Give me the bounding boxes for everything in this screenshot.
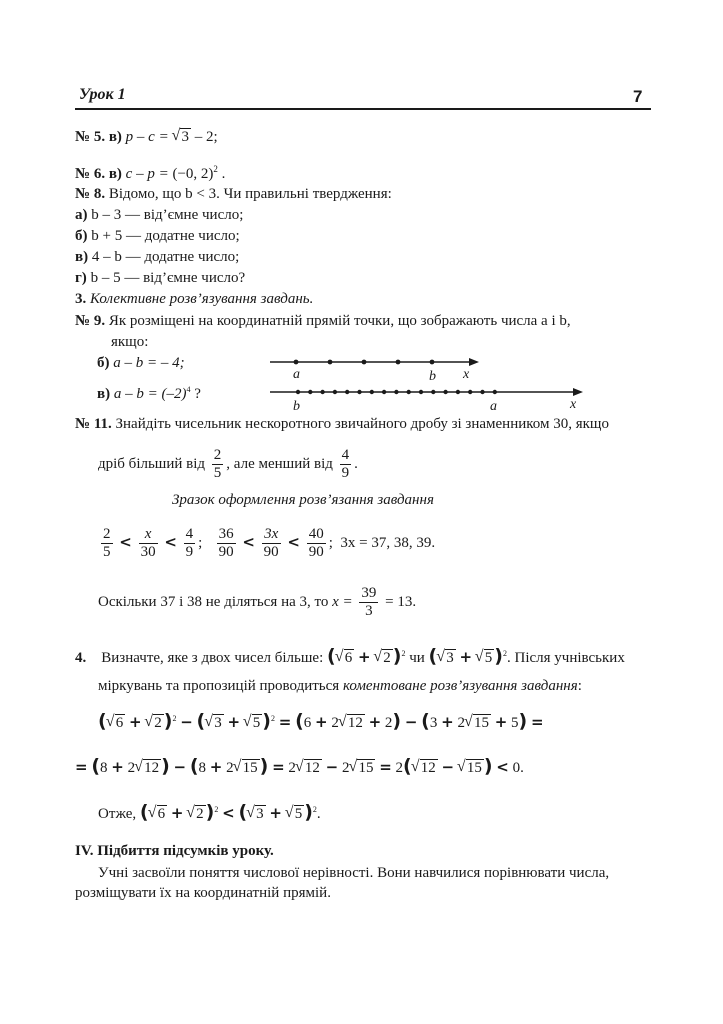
exercise-6-tail: . xyxy=(221,166,226,182)
case-label: в) xyxy=(97,386,111,402)
fraction-39-3: $\frac{39}{3}$ xyxy=(361,585,377,620)
page-number: 7 xyxy=(633,87,643,106)
section-3-title: Колективне розв’язування завдань. xyxy=(90,291,314,307)
section-4-line1: Учні засвоїли поняття числової нерівності. Вони навчилися порівнювати числа, xyxy=(98,865,610,881)
case-text: a – b = – 4; xyxy=(113,355,185,371)
exercise-8-number: № 8. xyxy=(75,186,106,202)
case-text: a – b = (–2) xyxy=(113,386,187,402)
exercise-11-number: № 11. xyxy=(75,416,112,432)
axis-x-label: x xyxy=(570,397,577,412)
exercise-5-number: № 5. в) xyxy=(75,129,122,145)
text: міркувань та пропозицій проводиться xyxy=(98,678,340,694)
item-label: а) xyxy=(75,207,88,223)
fraction-2-5: $\frac{2}{5}$ xyxy=(213,447,222,482)
item-text: b – 3 — від’ємне число; xyxy=(91,207,244,223)
fraction: $\frac{40}{90}$ xyxy=(308,526,324,561)
exercise-9-number: № 9. xyxy=(75,313,106,329)
fraction: $\frac{4}{9}$ xyxy=(185,526,194,561)
point-b-label: b xyxy=(429,369,436,384)
item-text: 4 – b — додатне число; xyxy=(91,249,240,265)
less-than: < xyxy=(119,533,132,551)
less-than: < xyxy=(242,533,255,551)
sqrt-3: √ 3 xyxy=(180,128,191,145)
number-line-point xyxy=(333,390,337,394)
exercise-5-tail: – 2; xyxy=(194,129,218,145)
exercise-11-text: Знайдіть чисельник нескоротного звичайного дробу зі знаменником 30, якщо xyxy=(115,416,609,432)
section-4-line2: розміщувати їх на координатній прямій. xyxy=(75,885,331,901)
task-4-conclusion: Отже, (√ 6 + √ 2 )$^2$ < (√ 3 + √ 5 )$^2$. xyxy=(98,801,321,823)
text: . Після учнівських xyxy=(506,650,625,666)
number-line-point xyxy=(345,390,349,394)
text: коментоване розв’язування завдання xyxy=(342,678,578,694)
semicolon: ; xyxy=(328,535,333,551)
number-line-point xyxy=(296,390,300,394)
text: x = xyxy=(332,594,353,610)
exercise-9-case-b xyxy=(97,354,185,372)
section-4-title: IV. Підбиття підсумків уроку. xyxy=(75,843,274,859)
sample-solution xyxy=(98,524,435,561)
axis-x-label: x xyxy=(463,367,470,382)
case-label: б) xyxy=(97,355,110,371)
number-line-1 xyxy=(265,350,485,384)
text: , але менший від xyxy=(226,456,333,472)
number-line-2 xyxy=(265,380,590,414)
text: Визначте, яке з двох чисел більше: xyxy=(101,650,324,666)
item-text: b + 5 — додатне число; xyxy=(91,228,240,244)
number-line-point xyxy=(493,390,497,394)
text: = 13. xyxy=(385,594,417,610)
task-4-number: 4. xyxy=(75,650,87,666)
exercise-8-item xyxy=(75,269,245,287)
text: Оскільки 37 і 38 не діляться на 3, то xyxy=(98,594,329,610)
exercise-5-expression: p – c = xyxy=(125,129,169,145)
exercise-6-base: (−0, 2) xyxy=(172,166,214,182)
exercise-5 xyxy=(75,128,218,146)
point-b-label: b xyxy=(293,399,300,414)
fraction-4-9: $\frac{4}{9}$ xyxy=(341,447,350,482)
exercise-6-exponent: 2 xyxy=(213,164,218,174)
section-3-number: 3. xyxy=(75,291,87,307)
section-3 xyxy=(75,290,313,308)
exercise-9 xyxy=(75,312,571,330)
text: : xyxy=(577,678,582,694)
number-line-point xyxy=(357,390,361,394)
item-text: b – 5 — від’ємне число? xyxy=(90,270,246,286)
item-label: в) xyxy=(75,249,89,265)
number-line-point xyxy=(456,390,460,394)
number-line-point xyxy=(443,390,447,394)
case-exponent: 4 xyxy=(186,385,191,394)
less-than: < xyxy=(287,533,300,551)
exercise-11-line2 xyxy=(98,446,358,482)
task-4-step-1: (√ 6 + √ 2 )$^2$ − (√ 3 + √ 5 )$^2$ = (6 + 2√ 12 + 2) − (3 + 2√ 15 + 5) = xyxy=(98,710,544,732)
fraction: $\frac{3x}{90}$ xyxy=(263,526,279,561)
item-label: б) xyxy=(75,228,88,244)
exercise-6 xyxy=(75,160,225,183)
exercise-8-item xyxy=(75,227,240,245)
lesson-title: Урок 1 xyxy=(79,86,126,103)
text: . xyxy=(354,456,358,472)
fraction: $\frac{x}{30}$ xyxy=(140,526,156,561)
number-line-point xyxy=(480,390,484,394)
semicolon: ; xyxy=(198,535,203,551)
number-line-point xyxy=(407,390,411,394)
exercise-8-item xyxy=(75,248,239,266)
fraction: $\frac{2}{5}$ xyxy=(103,526,111,561)
exercise-6-number: № 6. в) xyxy=(75,166,122,182)
exercise-9-case-v xyxy=(97,381,201,403)
number-line-point xyxy=(394,390,398,394)
header-rule xyxy=(75,108,651,110)
number-line-point xyxy=(431,390,435,394)
text: чи xyxy=(409,650,425,666)
point-a-label: a xyxy=(293,367,300,382)
task-4-step-2: = (8 + 2√ 12 ) − (8 + 2√ 15 ) = 2√ 12 − 2√ 15 = 2(√ 12 − √ 15 ) < 0. xyxy=(75,757,524,777)
conclusion xyxy=(98,584,416,620)
exercise-6-expression: c – p = xyxy=(125,166,169,182)
task-4: 4. Визначте, яке з двох чисел більше: (√ 6 + √ 2 )$^2$ чи (√ 3 + √ 5 )$^2$. Після учнівських xyxy=(75,645,625,667)
item-label: г) xyxy=(75,270,87,286)
sample-title: Зразок оформлення розв’язання завдання xyxy=(172,492,434,508)
number-line-point xyxy=(419,390,423,394)
answer: 3x = 37, 38, 39. xyxy=(340,535,436,551)
exercise-8-item xyxy=(75,206,243,224)
less-than: < xyxy=(164,533,177,551)
exercise-9-text: Як розміщені на координатній прямій точки, що зображають числа a і b, xyxy=(108,313,571,329)
text: Отже, xyxy=(98,806,137,822)
number-line-point xyxy=(382,390,386,394)
exercise-9-line2: якщо: xyxy=(111,334,149,350)
task-4-line2 xyxy=(98,677,582,695)
case-tail: ? xyxy=(190,386,201,402)
number-line-point xyxy=(308,390,312,394)
point-a-label: a xyxy=(490,399,497,414)
fraction: $\frac{36}{90}$ xyxy=(218,526,234,561)
text: дріб більший від xyxy=(98,456,206,472)
number-line-point xyxy=(370,390,374,394)
exercise-8 xyxy=(75,185,392,203)
exercise-11 xyxy=(75,415,609,433)
exercise-8-intro: Відомо, що b < 3. Чи правильні твердження: xyxy=(108,186,392,202)
number-line-point xyxy=(468,390,472,394)
number-line-point xyxy=(320,390,324,394)
